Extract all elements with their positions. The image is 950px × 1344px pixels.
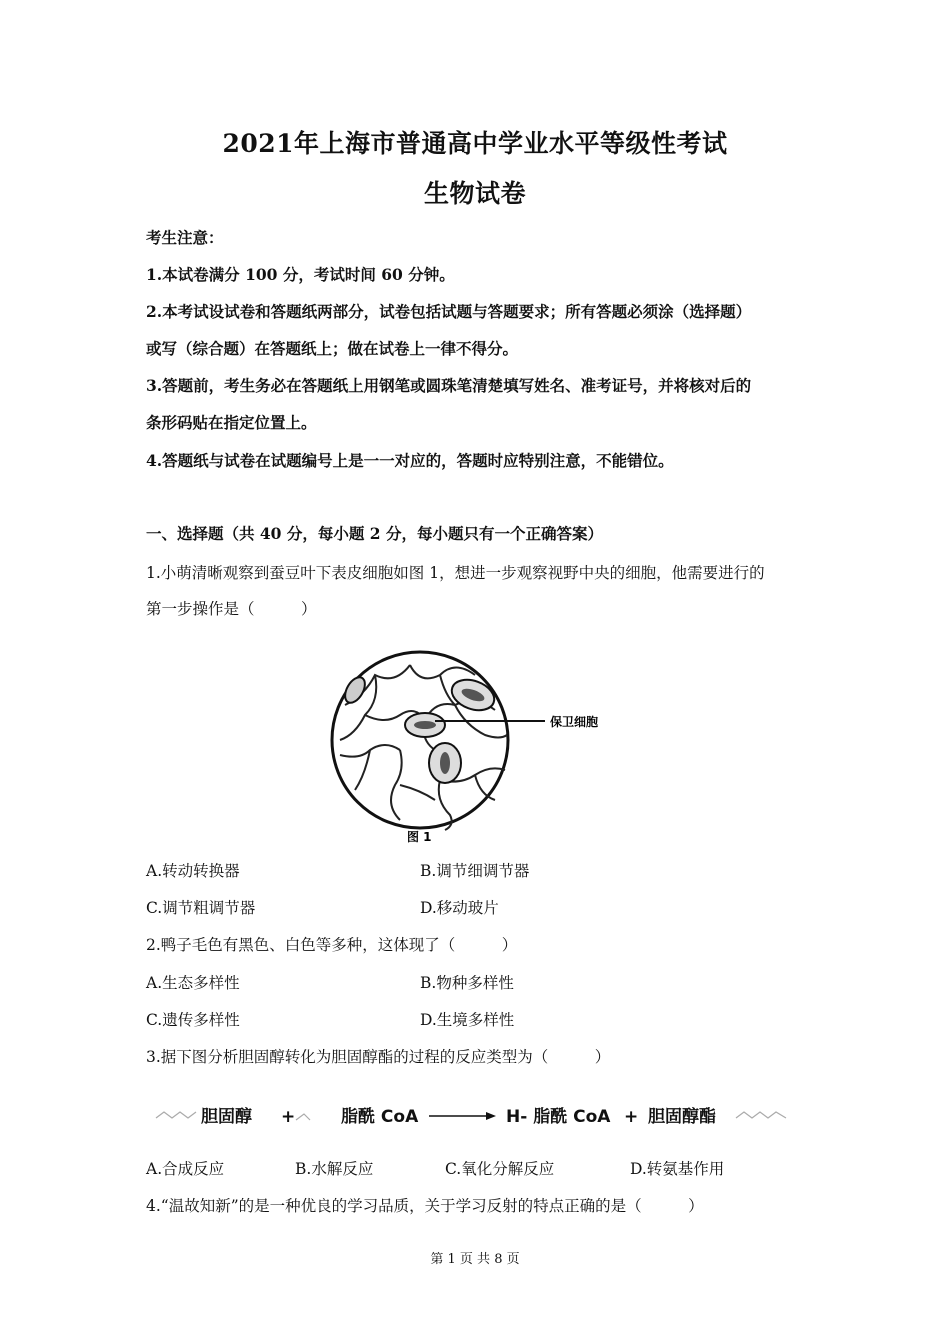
question-2-stem: 2.鸭子毛色有黑色、白色等多种，这体现了（ ） [146,936,518,954]
q3-option-d[interactable]: D.转氨基作用 [630,1160,725,1178]
plus-sign: + [281,1107,296,1127]
figure-caption: 图 1 [407,830,432,844]
notice-heading: 考生注意： [146,228,224,247]
notice-item: 条形码贴在指定位置上。 [146,413,317,432]
exam-subtitle: 生物试卷 [423,179,526,208]
q1-option-c[interactable]: C.调节粗调节器 [146,899,256,917]
product-h-acyl-coa: H- 脂酰 CoA [506,1107,611,1127]
q2-option-a[interactable]: A.生态多样性 [146,974,240,992]
figure-1-epidermis [325,645,645,845]
q3-option-b[interactable]: B.水解反应 [295,1160,374,1178]
reactant-acyl-coa: 脂酰 CoA [341,1107,419,1127]
reaction-scheme [146,1090,806,1140]
figure-label-guard-cell: 保卫细胞 [550,715,599,729]
question-1-stem-cont: 第一步操作是（ ） [146,600,317,618]
notice-item: 4.答题纸与试卷在试题编号上是一一对应的，答题时应特别注意，不能错位。 [146,451,674,470]
q1-option-a[interactable]: A.转动转换器 [146,862,240,880]
q3-option-c[interactable]: C.氧化分解反应 [445,1160,555,1178]
exam-title: 2021年上海市普通高中学业水平等级性考试 [222,129,728,158]
q3-option-a[interactable]: A.合成反应 [146,1160,225,1178]
product-cholesteryl-ester: 胆固醇酯 [648,1107,716,1127]
question-1-stem: 1.小萌清晰观察到蚕豆叶下表皮细胞如图 1，想进一步观察视野中央的细胞，他需要进行的 [146,564,765,582]
notice-item: 或写（综合题）在答题纸上；做在试卷上一律不得分。 [146,339,519,358]
question-4-stem: 4.“温故知新”的是一种优良的学习品质，关于学习反射的特点正确的是（ ） [146,1197,704,1215]
question-3-stem: 3.据下图分析胆固醇转化为胆固醇酯的过程的反应类型为（ ） [146,1048,611,1066]
q2-option-b[interactable]: B.物种多样性 [420,974,514,992]
q2-option-d[interactable]: D.生境多样性 [420,1011,515,1029]
section-heading: 一、选择题（共 40 分，每小题 2 分，每小题只有一个正确答案） [146,524,603,543]
notice-item: 1.本试卷满分 100 分，考试时间 60 分钟。 [146,265,455,284]
notice-item: 2.本考试设试卷和答题纸两部分，试卷包括试题与答题要求；所有答题必须涂（选择题） [146,302,752,321]
q1-option-b[interactable]: B.调节细调节器 [420,862,530,880]
plus-sign: + [624,1107,639,1127]
page-footer: 第 1 页 共 8 页 [430,1252,520,1267]
notice-item: 3.答题前，考生务必在答题纸上用钢笔或圆珠笔清楚填写姓名、准考证号，并将核对后的 [146,376,752,395]
q1-option-d[interactable]: D.移动玻片 [420,899,499,917]
reactant-cholesterol: 胆固醇 [201,1107,252,1127]
q2-option-c[interactable]: C.遗传多样性 [146,1011,240,1029]
